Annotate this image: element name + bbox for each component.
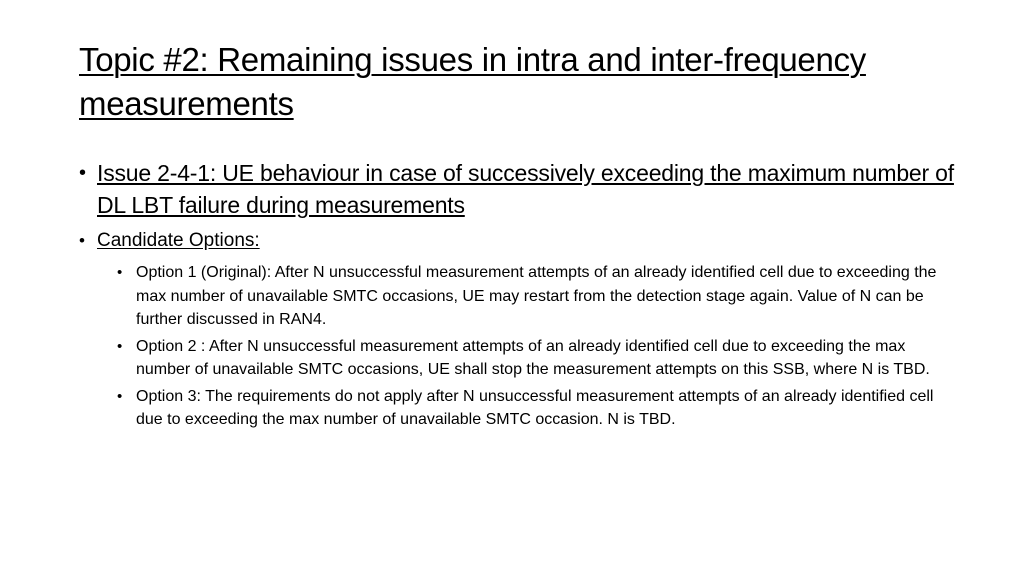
option-2-item: [79, 335, 959, 382]
bullet-icon: •: [117, 337, 123, 355]
bullet-icon: •: [79, 231, 85, 250]
option-2-text: Option 2 : After N unsuccessful measurement attempts of an already identified cell due to exceeding the max number of unavailable SMTC occasions, UE shall stop the measurement attempts on this SSB, where N is TBD.: [136, 337, 930, 378]
candidate-options-item: [79, 227, 959, 255]
option-1-item: [79, 261, 959, 332]
issue-text: Issue 2-4-1: UE behaviour in case of successively exceeding the maximum number of DL LBT failure during measurements: [97, 160, 954, 218]
bullet-icon: •: [117, 387, 123, 405]
candidate-options-label: Candidate Options:: [97, 230, 260, 251]
option-1-text: Option 1 (Original): After N unsuccessful measurement attempts of an already identified cell due to exceeding the max number of unavailable SMTC occasions, UE may restart from the detection stage again. Value of N can be further discussed in RAN4.: [136, 264, 937, 328]
option-3-item: [79, 385, 959, 432]
issue-bullet-item: [79, 157, 959, 221]
bullet-icon: •: [79, 162, 87, 184]
options-list: [79, 261, 959, 432]
slide-title: Topic #2: Remaining issues in intra and inter-frequency measurements: [79, 41, 866, 122]
option-3-text: Option 3: The requirements do not apply after N unsuccessful measurement attempts of an already identified cell due to exceeding the max number of unavailable SMTC occasion. N is TBD.: [136, 387, 934, 428]
bullet-icon: •: [117, 264, 123, 281]
slide-content: [79, 157, 959, 435]
